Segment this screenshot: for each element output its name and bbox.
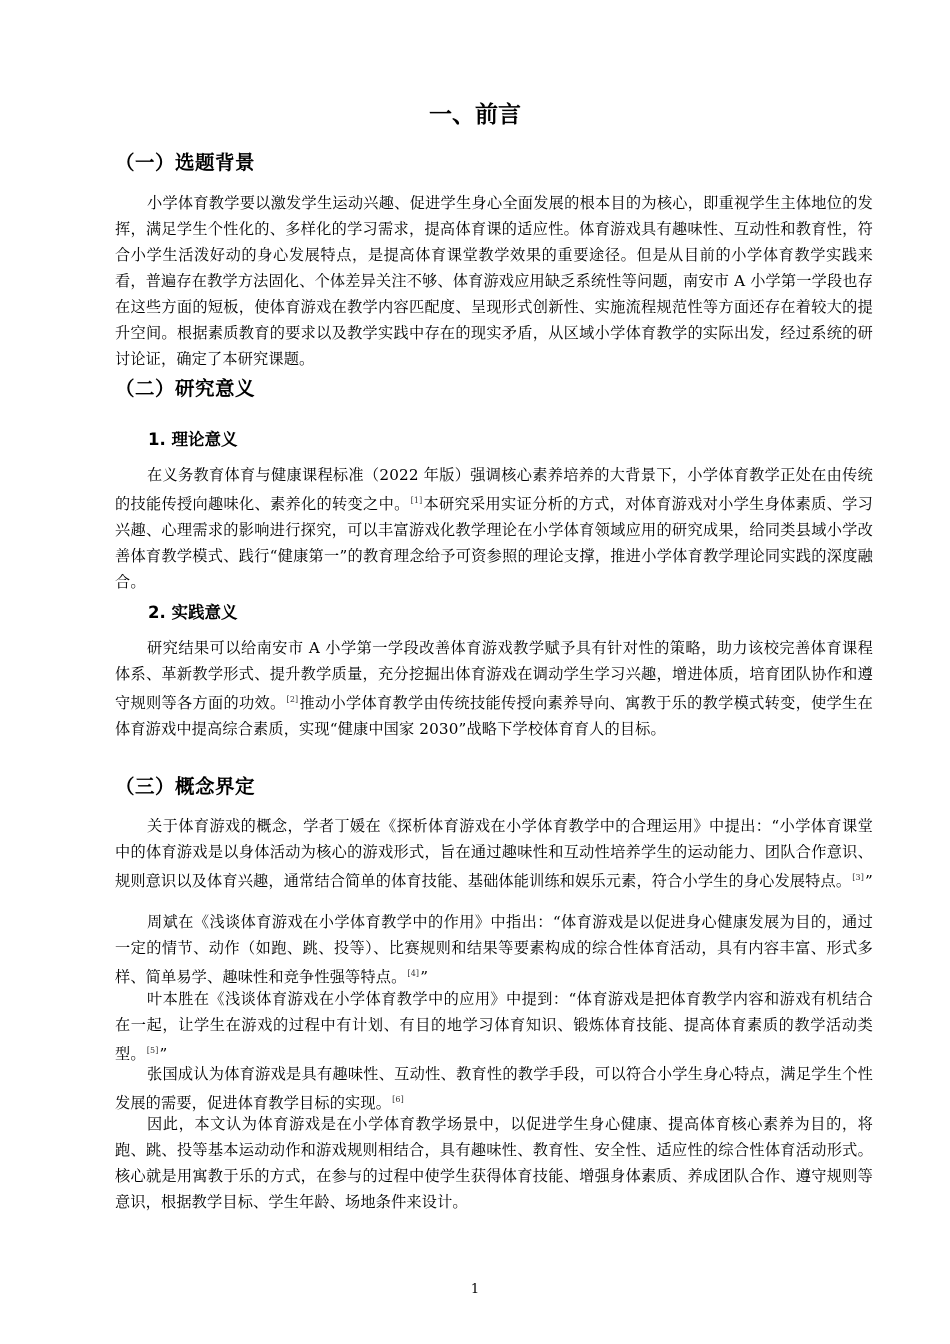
paragraph-text: 因此，本文认为体育游戏是在小学体育教学场景中，以促进学生身心健康、提高体育核心素养为目的，将跑、跳、投等基本运动动作和游戏规则相结合，具有趣味性、教育性、安全性、适应性的综合性体育活动形式。核心就是用寓教于乐的方式，在参与的过程中使学生获得体育技能、增强身体素质、养成团队合作、遵守规则等意识，根据教学目标、学生年龄、场地条件来设计。	[115, 1115, 873, 1211]
paragraph-definition-dingyuan	[115, 813, 873, 894]
paragraph-definition-yebensheng	[115, 986, 873, 1067]
citation-mark: [3]	[852, 873, 864, 882]
paragraph-text: ”	[420, 968, 429, 986]
paragraph-text: 周斌在《浅谈体育游戏在小学体育教学中的作用》中指出：“体育游戏是以促进身心健康发展为目的，通过一定的情节、动作（如跑、跳、投等）、比赛规则和结果等要素构成的综合性体育活动，具有内容丰富、形式多样、简单易学、趣味性和竞争性强等特点。	[115, 913, 873, 986]
citation-mark: [2]	[286, 695, 299, 704]
section-heading-background: （一）选题背景	[115, 151, 256, 174]
subheading-practical: 2. 实践意义	[148, 603, 238, 622]
paragraph-text: 张国成认为体育游戏是具有趣味性、互动性、教育性的教学手段，可以符合小学生身心特点，满足学生个性发展的需要，促进体育教学目标的实现。	[115, 1065, 873, 1112]
paragraph-definition-zhangguocheng	[115, 1061, 873, 1116]
citation-mark: [6]	[392, 1095, 404, 1104]
chapter-title: 一、前言	[429, 102, 521, 128]
paragraph-practical	[115, 635, 873, 742]
paragraph-text: 关于体育游戏的概念，学者丁媛在《探析体育游戏在小学体育教学中的合理运用》中提出：“小学体育课堂中的体育游戏是以身体活动为核心的游戏形式，旨在通过趣味性和互动性培养学生的运动能力、团队合作意识、规则意识以及体育兴趣，通常结合简单的体育技能、基础体能训练和娱乐元素，符合小学生的身心发展特点。	[115, 817, 873, 890]
page-number: 1	[470, 1282, 480, 1297]
section-heading-significance: （二）研究意义	[115, 377, 256, 400]
paragraph-definition-conclusion	[115, 1111, 873, 1215]
citation-mark: [1]	[410, 496, 423, 505]
paragraph-text: 推动小学体育教学由传统技能传授向素养导向、寓教于乐的教学模式转变，使学生在体育游戏中提高综合素质，实现“健康中国家 2030”战略下学校体育育人的目标。	[115, 694, 873, 738]
paragraph-text: ”	[159, 1045, 168, 1063]
paragraph-text: 本研究采用实证分析的方式，对体育游戏对小学生身体素质、学习兴趣、心理需求的影响进行探究，可以丰富游戏化教学理论在小学体育领域应用的研究成果，给同类县域小学改善体育教学模式、践行“健康第一”的教育理念给予可资参照的理论支撑，推进小学体育教学理论同实践的深度融合。	[115, 495, 873, 591]
paragraph-text: ”	[865, 872, 873, 890]
citation-mark: [4]	[407, 969, 420, 978]
subheading-theoretical: 1. 理论意义	[148, 430, 238, 449]
paragraph-text: 叶本胜在《浅谈体育游戏在小学体育教学中的应用》中提到：“体育游戏是把体育教学内容和游戏有机结合在一起，让学生在游戏的过程中有计划、有目的地学习体育知识、锻炼体育技能、提高体育素质的教学活动类型。	[115, 990, 873, 1063]
paragraph-background	[115, 190, 873, 372]
paragraph-text: 研究结果可以给南安市 A 小学第一学段改善体育游戏教学赋予具有针对性的策略，助力该校完善体育课程体系、革新教学形式、提升教学质量，充分挖掘出体育游戏在调动学生学习兴趣，增进体质，培育团队协作和遵守规则等各方面的功效。	[115, 639, 873, 712]
paragraph-theoretical	[115, 462, 873, 595]
section-heading-definition: （三）概念界定	[115, 775, 256, 798]
paragraph-text: 在义务教育体育与健康课程标准（2022 年版）强调核心素养培养的大背景下，小学体育教学正处在由传统的技能传授向趣味化、素养化的转变之中。	[115, 466, 873, 513]
paragraph-text: 小学体育教学要以激发学生运动兴趣、促进学生身心全面发展的根本目的为核心，即重视学生主体地位的发挥，满足学生个性化的、多样化的学习需求，提高体育课的适应性。体育游戏具有趣味性、互动性和教育性，符合小学生活泼好动的身心发展特点，是提高体育课堂教学效果的重要途径。但是从目前的小学体育教学实践来看，普遍存在教学方法固化、个体差异关注不够、体育游戏应用缺乏系统性等问题，南安市 A 小学第一学段也存在这些方面的短板，使体育游戏在教学内容匹配度、呈现形式创新性、实施流程规范性等方面还存在着较大的提升空间。根据素质教育的要求以及教学实践中存在的现实矛盾，从区域小学体育教学的实际出发，经过系统的研讨论证，确定了本研究课题。	[115, 194, 873, 368]
paragraph-definition-zhoubin	[115, 909, 873, 990]
citation-mark: [5]	[146, 1046, 159, 1055]
